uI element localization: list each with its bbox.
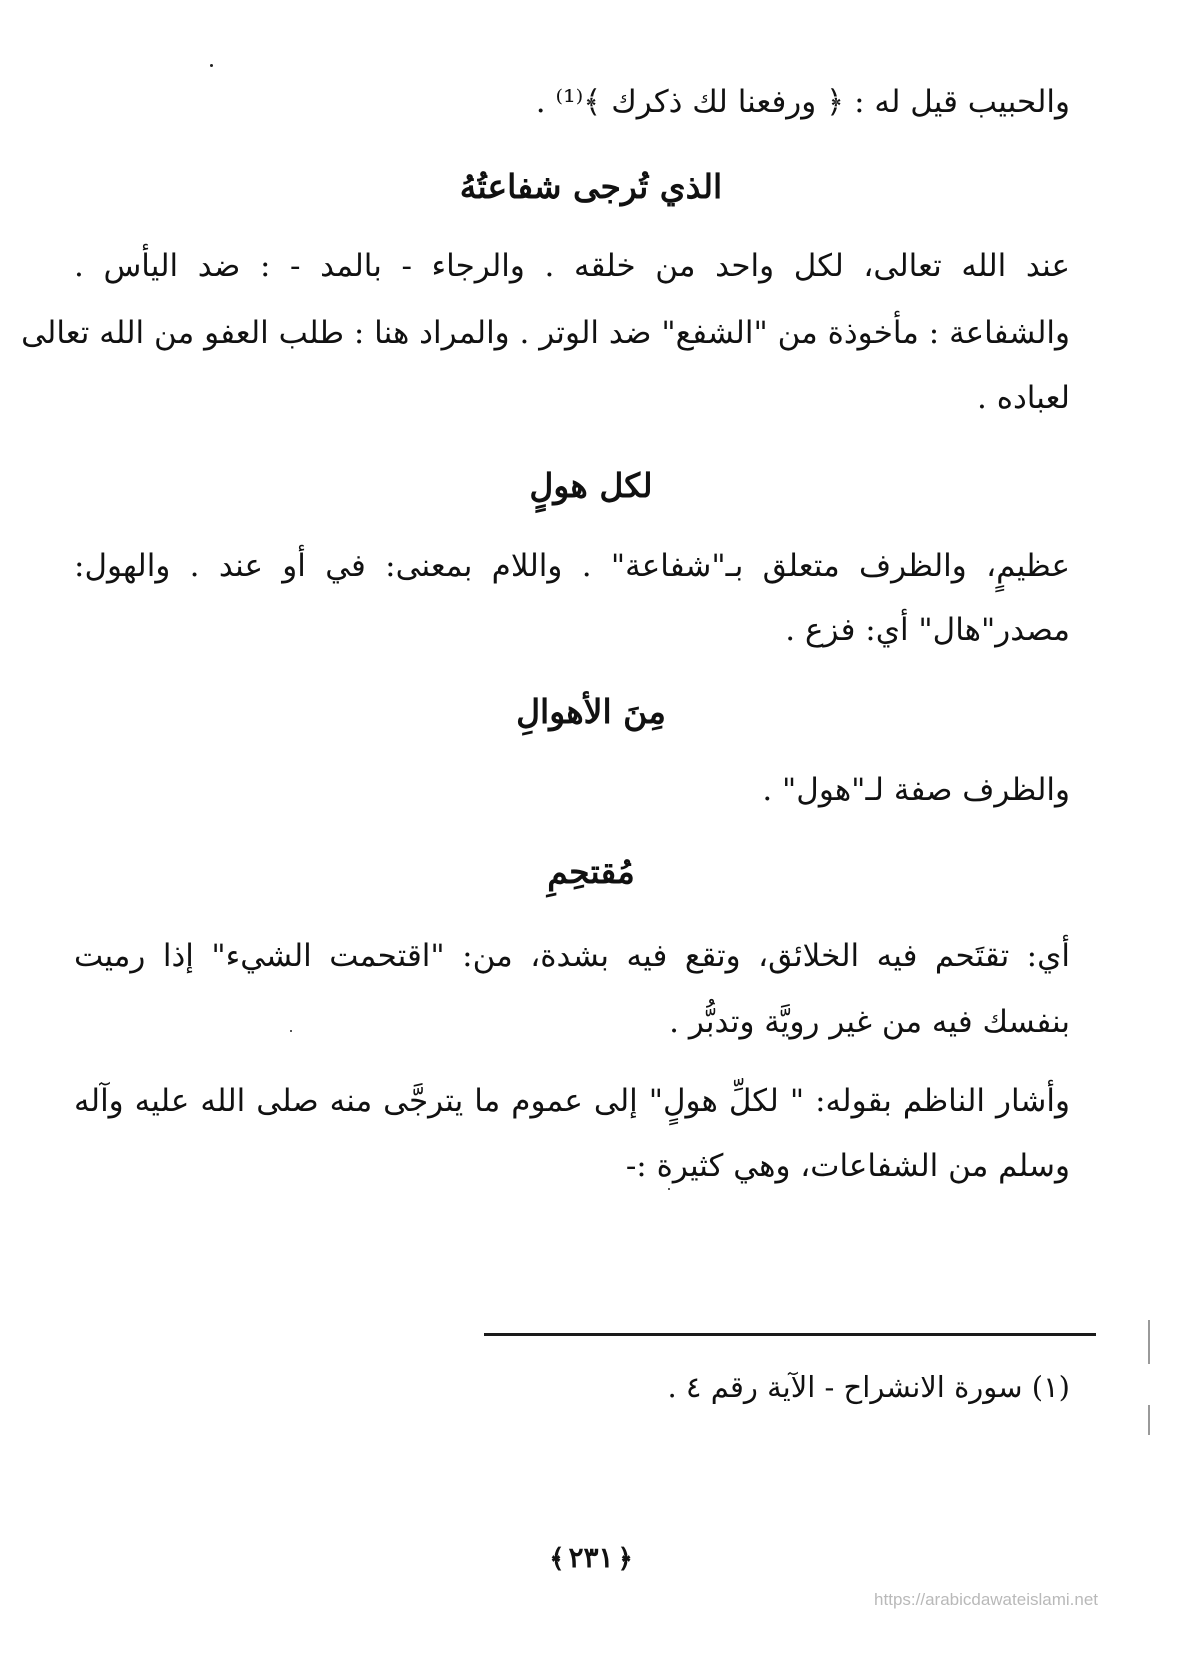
scan-margin-mark [1148,1320,1150,1364]
heading-muqtahim: مُقتحِمِ [547,852,635,891]
paragraph-1-line-2: والشفاعة : مأخوذة من "الشفع" ضد الوتر . والمراد هنا : طلب العفو من الله تعالى [21,315,1070,351]
paragraph-1-line-3: لعباده . [977,380,1070,416]
paragraph-5-line-2: وسلم من الشفاعات، وهي كثيرة :- [625,1148,1070,1184]
opening-verse-line: والحبيب قيل له : ﴿ ورفعنا لك ذكرك ﴾⁽¹⁾ . [535,84,1070,120]
footnote-divider [484,1333,1096,1336]
paragraph-4-line-1: أي: تقتَحم فيه الخلائق، وتقع فيه بشدة، من: "اقتحمت الشيء" إذا رميت [74,938,1070,974]
source-watermark: https://arabicdawateislami.net [874,1590,1098,1609]
paragraph-1-line-1: عند الله تعالى، لكل واحد من خلقه . والرجاء - بالمد - : ضد اليأس . [74,248,1070,284]
scan-speck [290,1030,292,1032]
heading-li-kulli-hawl: لكل هولٍ [529,466,653,505]
scan-speck [210,64,213,67]
page-number-value: ٢٣١ [568,1541,614,1574]
paragraph-2-line-1: عظيمٍ، والظرف متعلق بـ"شفاعة" . واللام بمعنى: في أو عند . والهول: [74,548,1070,584]
paragraph-4-line-2: بنفسك فيه من غير رويَّة وتدبُّر . [669,1004,1070,1040]
scan-speck [668,1188,670,1190]
heading-min-al-ahwal: مِنَ الأهوالِ [516,692,666,731]
paragraph-3-line-1: والظرف صفة لـ"هول" . [762,772,1070,808]
scan-margin-mark [1148,1405,1150,1435]
paragraph-5-line-1: وأشار الناظم بقوله: " لكلِّ هولٍ" إلى عموم ما يترجَّى منه صلى الله عليه وآله [74,1083,1070,1119]
page-number-brace-left: ﴾ [549,1544,565,1574]
page-number-brace-right: ﴿ [617,1544,633,1574]
heading-shafaah: الذي تُرجى شفاعتُهُ [459,167,723,206]
paragraph-2-line-2: مصدر"هال" أي: فزع . [785,612,1070,648]
page-number [0,1540,1182,1577]
footnote-1: (١) سورة الانشراح - الآية رقم ٤ . [667,1370,1070,1404]
